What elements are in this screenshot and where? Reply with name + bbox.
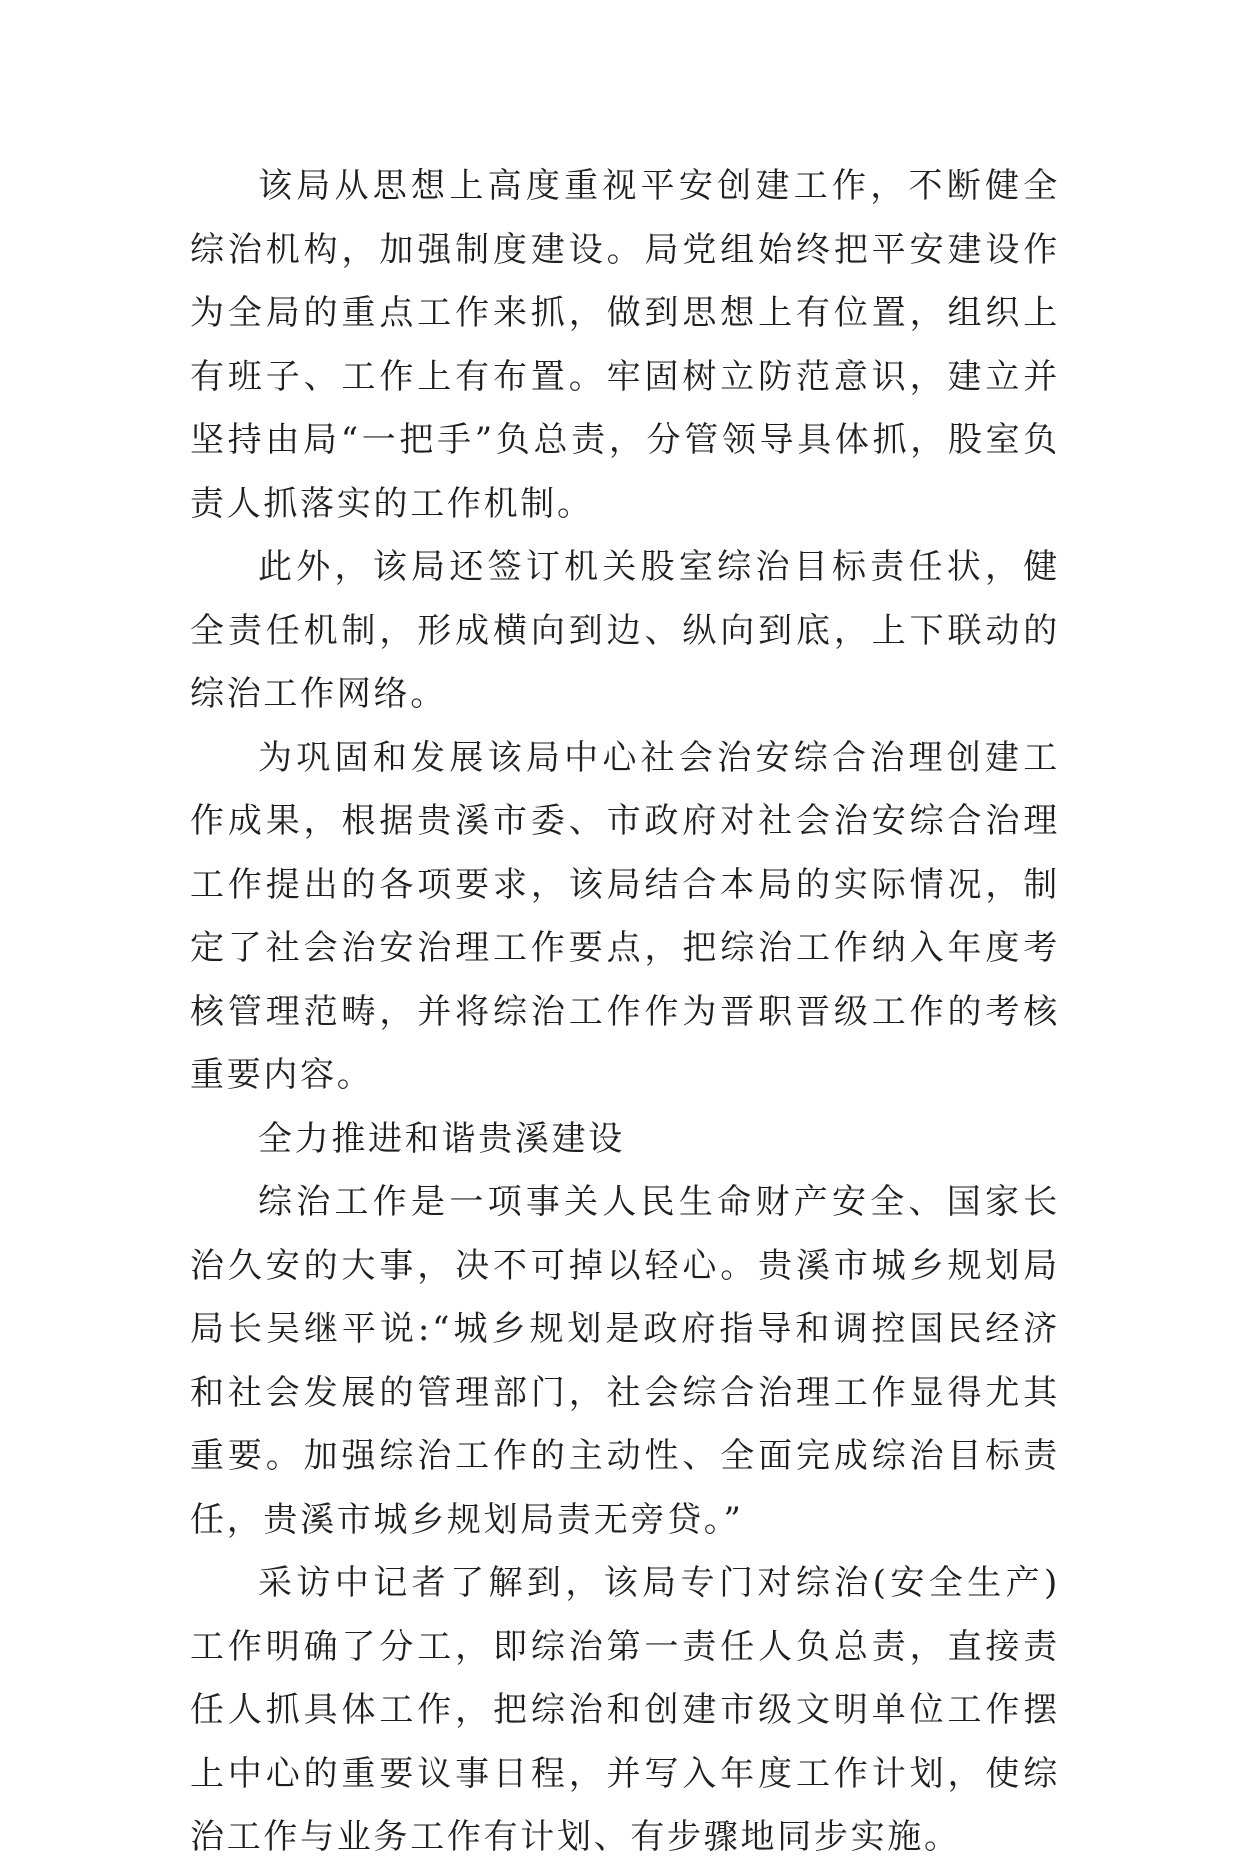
paragraph: 为巩固和发展该局中心社会治安综合治理创建工作成果，根据贵溪市委、市政府对社会治安综合治理工作提出的各项要求，该局结合本局的实际情况，制定了社会治安治理工作要点，把综治工作纳入年度考核管理范畴，并将综治工作作为晋职晋级工作的考核重要内容。 [190, 737, 1060, 1095]
paragraph: 该局从思想上高度重视平安创建工作，不断健全综治机构，加强制度建设。局党组始终把平安建设作为全局的重点工作来抓，做到思想上有位置，组织上有班子、工作上有布置。牢固树立防范意识，建立并坚持由局“一把手”负总责，分管领导具体抓，股室负责人抓落实的工作机制。 [190, 166, 1060, 524]
paragraph: 采访中记者了解到，该局专门对综治(安全生产)工作明确了分工，即综治第一责任人负总责，直接责任人抓具体工作，把综治和创建市级文明单位工作摆上中心的重要议事日程，并写入年度工作计划，使综治工作与业务工作有计划、有步骤地同步实施。 [190, 1563, 1060, 1857]
document-body [190, 155, 1060, 1870]
paragraph: 此外，该局还签订机关股室综治目标责任状，健全责任机制，形成横向到边、纵向到底，上下联动的综治工作网络。 [190, 547, 1060, 714]
paragraph: 综治工作是一项事关人民生命财产安全、国家长治久安的大事，决不可掉以轻心。贵溪市城乡规划局局长吴继平说:“城乡规划是政府指导和调控国民经济和社会发展的管理部门，社会综合治理工作显得尤其重要。加强综治工作的主动性、全面完成综治目标责任，贵溪市城乡规划局责无旁贷。” [190, 1182, 1060, 1540]
section-heading: 全力推进和谐贵溪建设 [258, 1118, 625, 1159]
